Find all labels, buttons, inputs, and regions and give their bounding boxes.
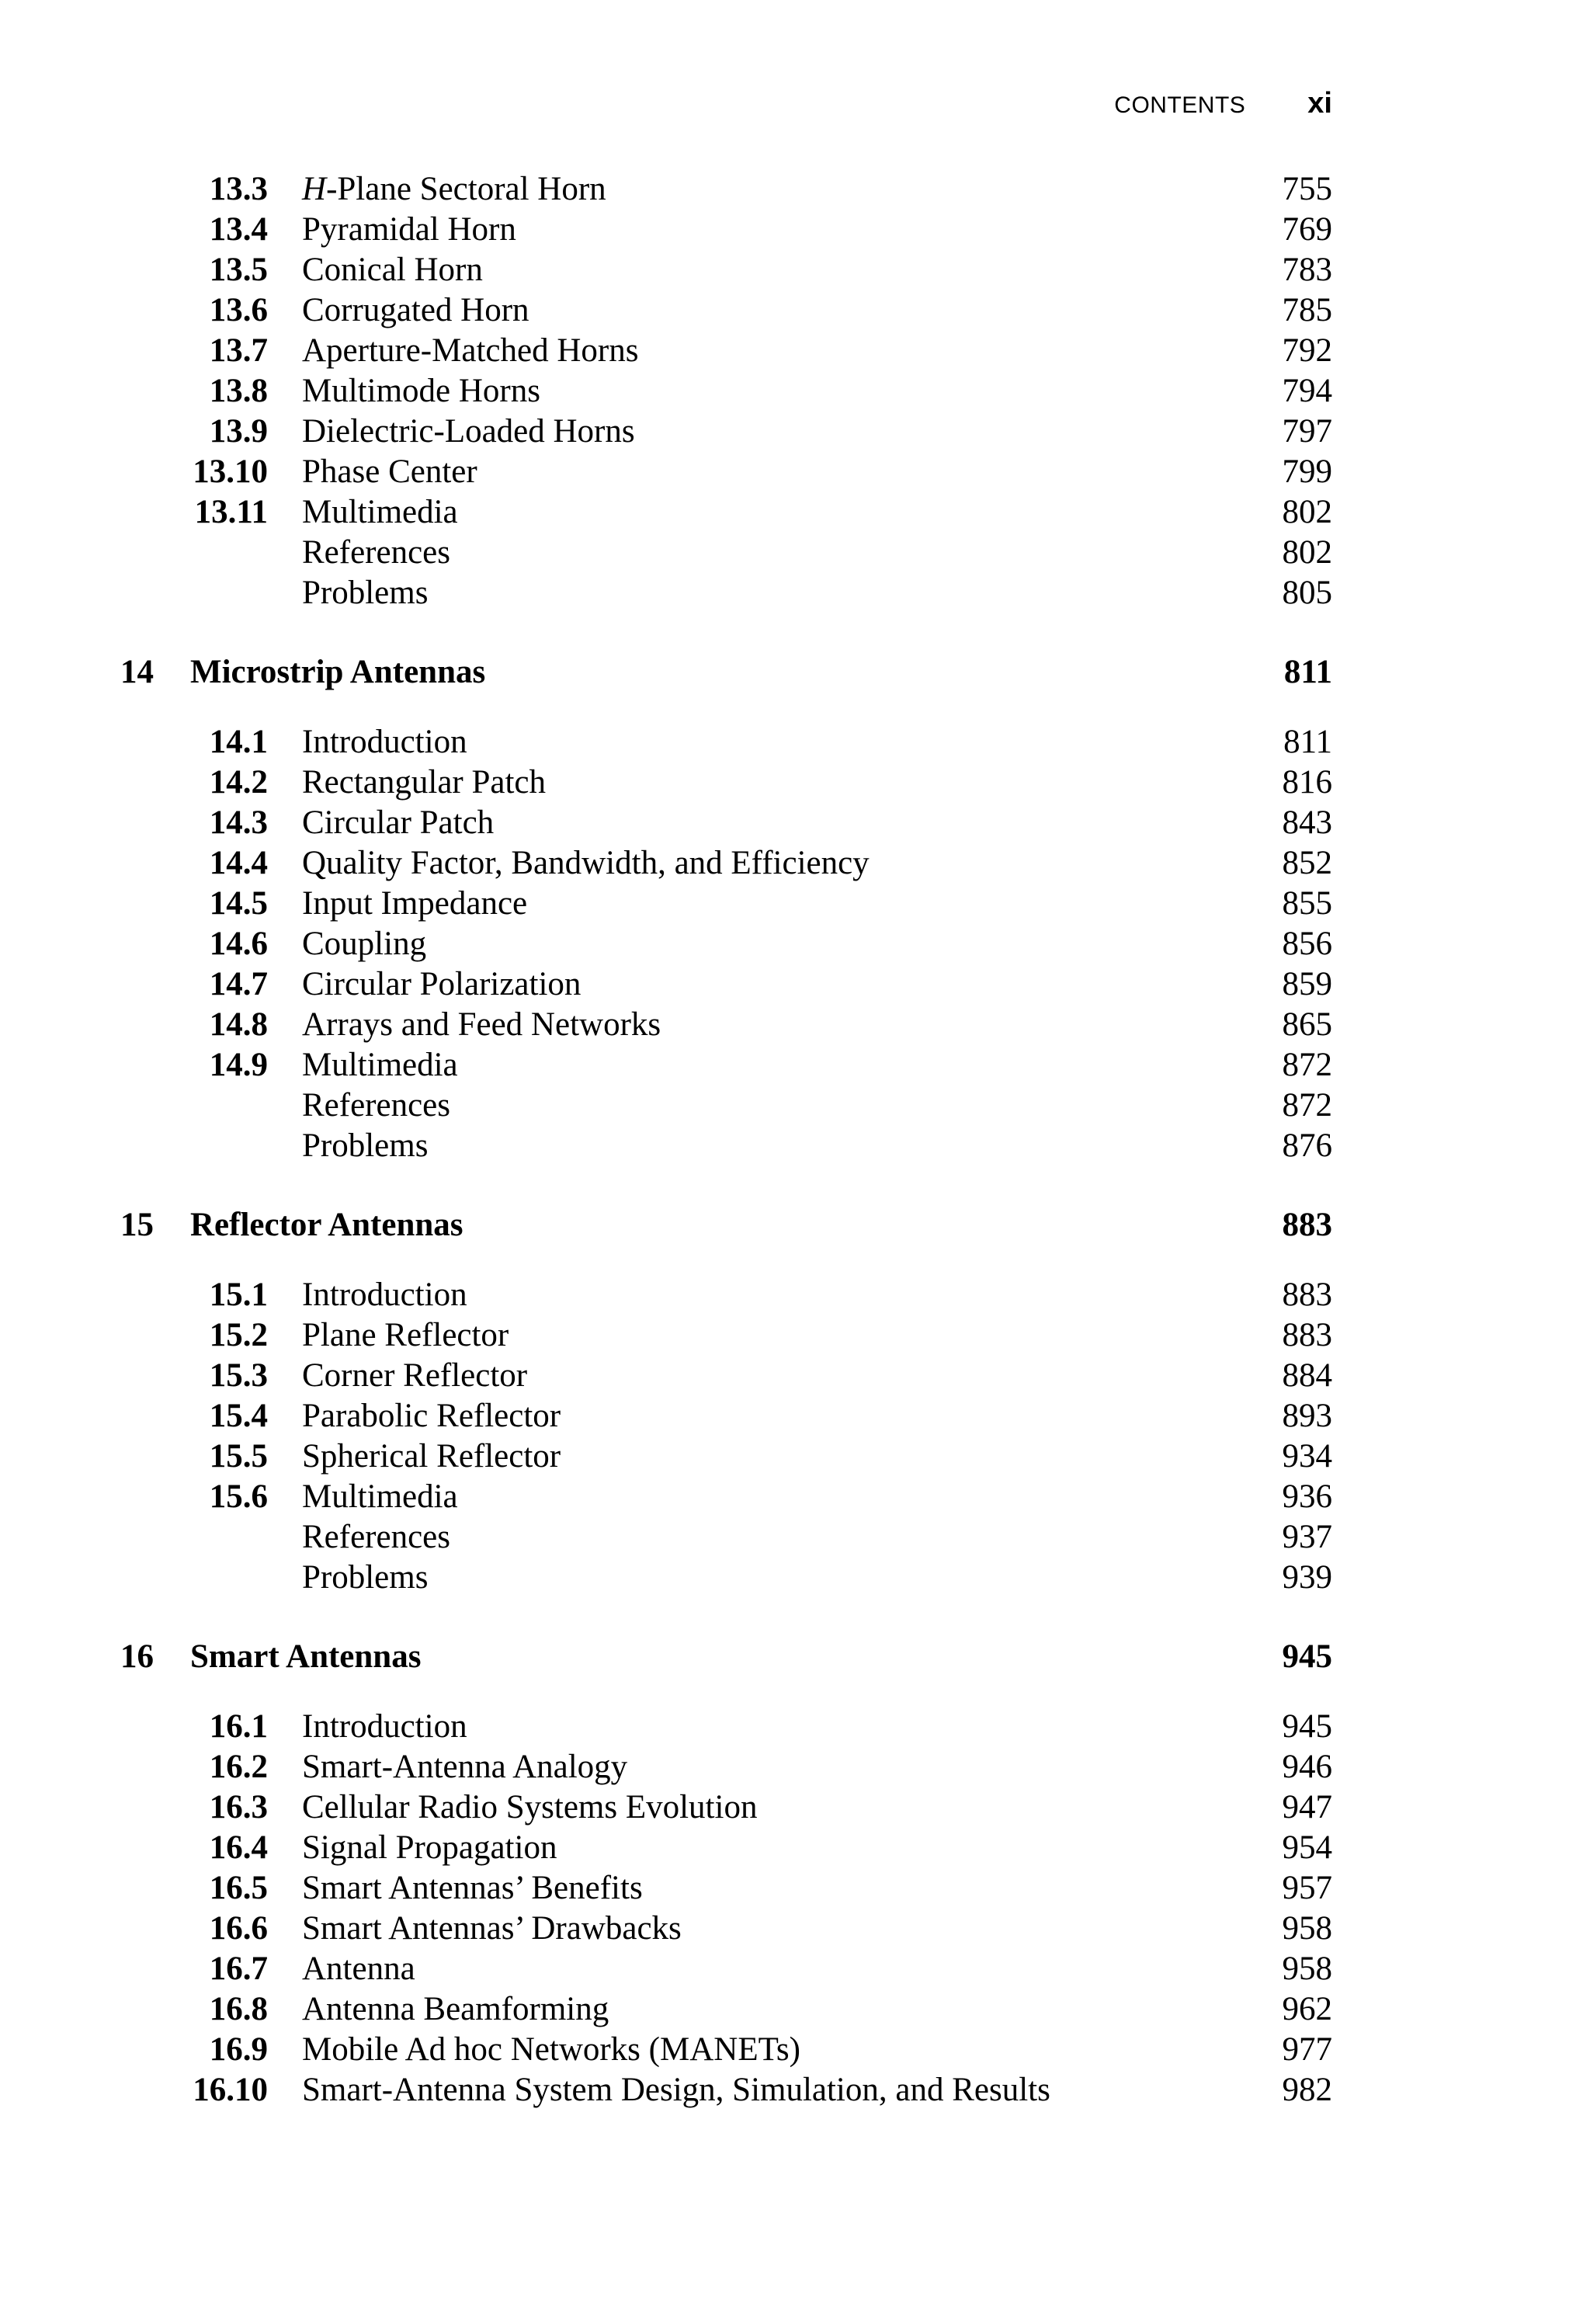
section-title: Corner Reflector [302, 1357, 528, 1394]
toc-section-row[interactable] [0, 1949, 1590, 1989]
toc-section-row[interactable] [0, 412, 1590, 452]
section-title: Introduction [302, 1277, 467, 1313]
section-page-number: 785 [1282, 292, 1332, 328]
section-page-number: 805 [1282, 575, 1332, 611]
section-number: 14.5 [209, 885, 268, 922]
section-title: Multimedia [302, 1047, 458, 1083]
toc-section-row[interactable] [0, 169, 1590, 210]
section-title: Problems [302, 1559, 429, 1596]
section-title: Corrugated Horn [302, 292, 529, 328]
section-title: Multimedia [302, 494, 458, 530]
toc-section-row[interactable] [0, 533, 1590, 573]
section-page-number: 797 [1282, 413, 1332, 450]
section-number: 14.4 [209, 845, 268, 881]
section-page-number: 794 [1282, 373, 1332, 409]
toc-section-row[interactable] [0, 1356, 1590, 1396]
section-title: Pyramidal Horn [302, 211, 516, 248]
section-title: Problems [302, 575, 429, 611]
toc-section-row[interactable] [0, 884, 1590, 924]
section-title: Spherical Reflector [302, 1438, 561, 1475]
section-page-number: 958 [1282, 1910, 1332, 1947]
section-page-number: 946 [1282, 1749, 1332, 1785]
section-title: Rectangular Patch [302, 764, 547, 801]
section-number: 15.4 [209, 1398, 268, 1434]
chapter-page-number: 811 [1283, 654, 1332, 690]
section-page-number: 755 [1282, 171, 1332, 207]
section-title: Circular Polarization [302, 966, 581, 1002]
section-title: Cellular Radio Systems Evolution [302, 1789, 758, 1826]
section-number: 14.6 [209, 926, 268, 962]
section-number: 13.9 [209, 413, 268, 450]
chapter-title: Smart Antennas [190, 1638, 422, 1675]
section-title: Smart-Antenna Analogy [302, 1749, 628, 1785]
toc-chapter-row[interactable] [0, 1637, 1590, 1677]
toc-section-row[interactable] [0, 722, 1590, 763]
section-page-number: 939 [1282, 1559, 1332, 1596]
toc-section-row[interactable] [0, 1477, 1590, 1517]
chapter-title: Microstrip Antennas [190, 654, 486, 690]
section-title: Smart-Antenna System Design, Simulation, and Results [302, 2072, 1050, 2108]
section-page-number: 876 [1282, 1127, 1332, 1164]
section-title: Smart Antennas’ Benefits [302, 1870, 643, 1906]
section-number: 15.6 [209, 1478, 268, 1515]
section-number: 14.9 [209, 1047, 268, 1083]
toc-section-row[interactable] [0, 924, 1590, 964]
toc-section-row[interactable] [0, 573, 1590, 613]
chapter-spacer [0, 1245, 1590, 1275]
section-number: 14.2 [209, 764, 268, 801]
toc-section-row[interactable] [0, 1747, 1590, 1787]
section-title: Parabolic Reflector [302, 1398, 561, 1434]
section-page-number: 977 [1282, 2031, 1332, 2068]
toc-section-row[interactable] [0, 331, 1590, 371]
section-page-number: 883 [1282, 1317, 1332, 1353]
toc-section-row[interactable] [0, 210, 1590, 250]
section-number: 13.3 [209, 171, 268, 207]
section-title: Coupling [302, 926, 427, 962]
section-page-number: 802 [1282, 494, 1332, 530]
section-page-number: 893 [1282, 1398, 1332, 1434]
section-page-number: 811 [1283, 724, 1332, 760]
section-title: Conical Horn [302, 252, 483, 288]
toc-section-row[interactable] [0, 2030, 1590, 2070]
toc-section-row[interactable] [0, 1396, 1590, 1436]
toc-section-row[interactable] [0, 290, 1590, 331]
section-number: 13.10 [193, 453, 268, 490]
section-number: 14.3 [209, 804, 268, 841]
section-number: 15.5 [209, 1438, 268, 1475]
section-number: 15.2 [209, 1317, 268, 1353]
section-title: Quality Factor, Bandwidth, and Efficiency [302, 845, 870, 881]
section-number: 14.1 [209, 724, 268, 760]
section-number: 16.1 [209, 1708, 268, 1745]
section-title-italic-prefix: H [302, 171, 327, 207]
section-title: Phase Center [302, 453, 477, 490]
section-page-number: 799 [1282, 453, 1332, 490]
section-page-number: 962 [1282, 1991, 1332, 2027]
section-title: Signal Propagation [302, 1829, 557, 1866]
section-page-number: 934 [1282, 1438, 1332, 1475]
section-title: Aperture-Matched Horns [302, 332, 639, 369]
toc-section-row[interactable] [0, 1989, 1590, 2030]
section-title: Multimedia [302, 1478, 458, 1515]
section-page-number: 958 [1282, 1951, 1332, 1987]
toc-section-row[interactable] [0, 1045, 1590, 1086]
section-number: 13.5 [209, 252, 268, 288]
chapter-number: 15 [120, 1207, 154, 1243]
section-page-number: 884 [1282, 1357, 1332, 1394]
chapter-page-number: 883 [1282, 1207, 1332, 1243]
section-number: 16.7 [209, 1951, 268, 1987]
section-page-number: 872 [1282, 1047, 1332, 1083]
running-head [1114, 87, 1332, 121]
section-page-number: 872 [1282, 1087, 1332, 1124]
section-number: 16.3 [209, 1789, 268, 1826]
section-title: Mobile Ad hoc Networks (MANETs) [302, 2031, 800, 2068]
chapter-number: 14 [120, 654, 154, 690]
chapter-title: Reflector Antennas [190, 1207, 463, 1243]
section-page-number: 843 [1282, 804, 1332, 841]
toc-section-row[interactable] [0, 1517, 1590, 1558]
toc-section-row[interactable] [0, 452, 1590, 492]
toc-section-row[interactable] [0, 371, 1590, 412]
section-number: 16.8 [209, 1991, 268, 2027]
section-page-number: 856 [1282, 926, 1332, 962]
toc-section-row[interactable] [0, 843, 1590, 884]
section-title: References [302, 1087, 450, 1124]
chapter-spacer [0, 693, 1590, 722]
section-title: References [302, 1519, 450, 1555]
section-number: 14.7 [209, 966, 268, 1002]
toc-section-row[interactable] [0, 1868, 1590, 1909]
section-title: Multimode Horns [302, 373, 540, 409]
toc-section-row[interactable] [0, 1126, 1590, 1166]
section-title: Antenna [302, 1951, 415, 1987]
toc-section-row[interactable] [0, 2070, 1590, 2110]
section-page-number: 937 [1282, 1519, 1332, 1555]
chapter-number: 16 [120, 1638, 154, 1675]
section-title: Antenna Beamforming [302, 1991, 609, 2027]
table-of-contents [0, 169, 1590, 2110]
chapter-spacer [0, 613, 1590, 652]
section-page-number: 859 [1282, 966, 1332, 1002]
section-page-number: 954 [1282, 1829, 1332, 1866]
section-number: 16.9 [209, 2031, 268, 2068]
section-page-number: 883 [1282, 1277, 1332, 1313]
section-title: Circular Patch [302, 804, 495, 841]
section-number: 16.2 [209, 1749, 268, 1785]
section-page-number: 802 [1282, 534, 1332, 571]
section-page-number: 792 [1282, 332, 1332, 369]
section-number: 16.10 [193, 2072, 268, 2108]
section-title: Introduction [302, 724, 467, 760]
toc-section-row[interactable] [0, 1315, 1590, 1356]
toc-section-row[interactable] [0, 492, 1590, 533]
toc-section-row[interactable] [0, 1005, 1590, 1045]
toc-section-row[interactable] [0, 1086, 1590, 1126]
toc-section-row[interactable] [0, 1909, 1590, 1949]
toc-section-row[interactable] [0, 1828, 1590, 1868]
toc-section-row[interactable] [0, 1275, 1590, 1315]
section-title-rest: -Plane Sectoral Horn [326, 171, 606, 207]
toc-section-row[interactable] [0, 964, 1590, 1005]
section-title: Plane Reflector [302, 1317, 509, 1353]
page-number: xi [1307, 87, 1332, 120]
chapter-spacer [0, 1598, 1590, 1637]
section-title: Dielectric-Loaded Horns [302, 413, 635, 450]
toc-section-row[interactable] [0, 1436, 1590, 1477]
section-number: 13.4 [209, 211, 268, 248]
section-number: 16.5 [209, 1870, 268, 1906]
section-number: 13.8 [209, 373, 268, 409]
section-page-number: 855 [1282, 885, 1332, 922]
section-number: 16.6 [209, 1910, 268, 1947]
section-page-number: 852 [1282, 845, 1332, 881]
section-number: 15.3 [209, 1357, 268, 1394]
section-number: 14.8 [209, 1006, 268, 1043]
section-title: References [302, 534, 450, 571]
toc-section-row[interactable] [0, 1787, 1590, 1828]
chapter-page-number: 945 [1282, 1638, 1332, 1675]
section-page-number: 816 [1282, 764, 1332, 801]
section-page-number: 783 [1282, 252, 1332, 288]
toc-section-row[interactable] [0, 1707, 1590, 1747]
section-page-number: 947 [1282, 1789, 1332, 1826]
section-number: 13.7 [209, 332, 268, 369]
toc-chapter-row[interactable] [0, 1205, 1590, 1245]
chapter-spacer [0, 1677, 1590, 1707]
section-title: Input Impedance [302, 885, 528, 922]
section-number: 16.4 [209, 1829, 268, 1866]
toc-chapter-row[interactable] [0, 652, 1590, 693]
section-page-number: 865 [1282, 1006, 1332, 1043]
toc-section-row[interactable] [0, 763, 1590, 803]
section-page-number: 982 [1282, 2072, 1332, 2108]
section-page-number: 957 [1282, 1870, 1332, 1906]
toc-section-row[interactable] [0, 803, 1590, 843]
running-head-label: CONTENTS [1114, 92, 1246, 118]
section-title: Smart Antennas’ Drawbacks [302, 1910, 682, 1947]
section-title [302, 169, 606, 210]
section-number: 13.11 [194, 494, 268, 530]
section-page-number: 936 [1282, 1478, 1332, 1515]
section-title: Arrays and Feed Networks [302, 1006, 661, 1043]
section-page-number: 945 [1282, 1708, 1332, 1745]
toc-section-row[interactable] [0, 1558, 1590, 1598]
section-number: 13.6 [209, 292, 268, 328]
section-title: Introduction [302, 1708, 467, 1745]
section-title: Problems [302, 1127, 429, 1164]
section-page-number: 769 [1282, 211, 1332, 248]
chapter-spacer [0, 1166, 1590, 1205]
toc-section-row[interactable] [0, 250, 1590, 290]
section-number: 15.1 [209, 1277, 268, 1313]
